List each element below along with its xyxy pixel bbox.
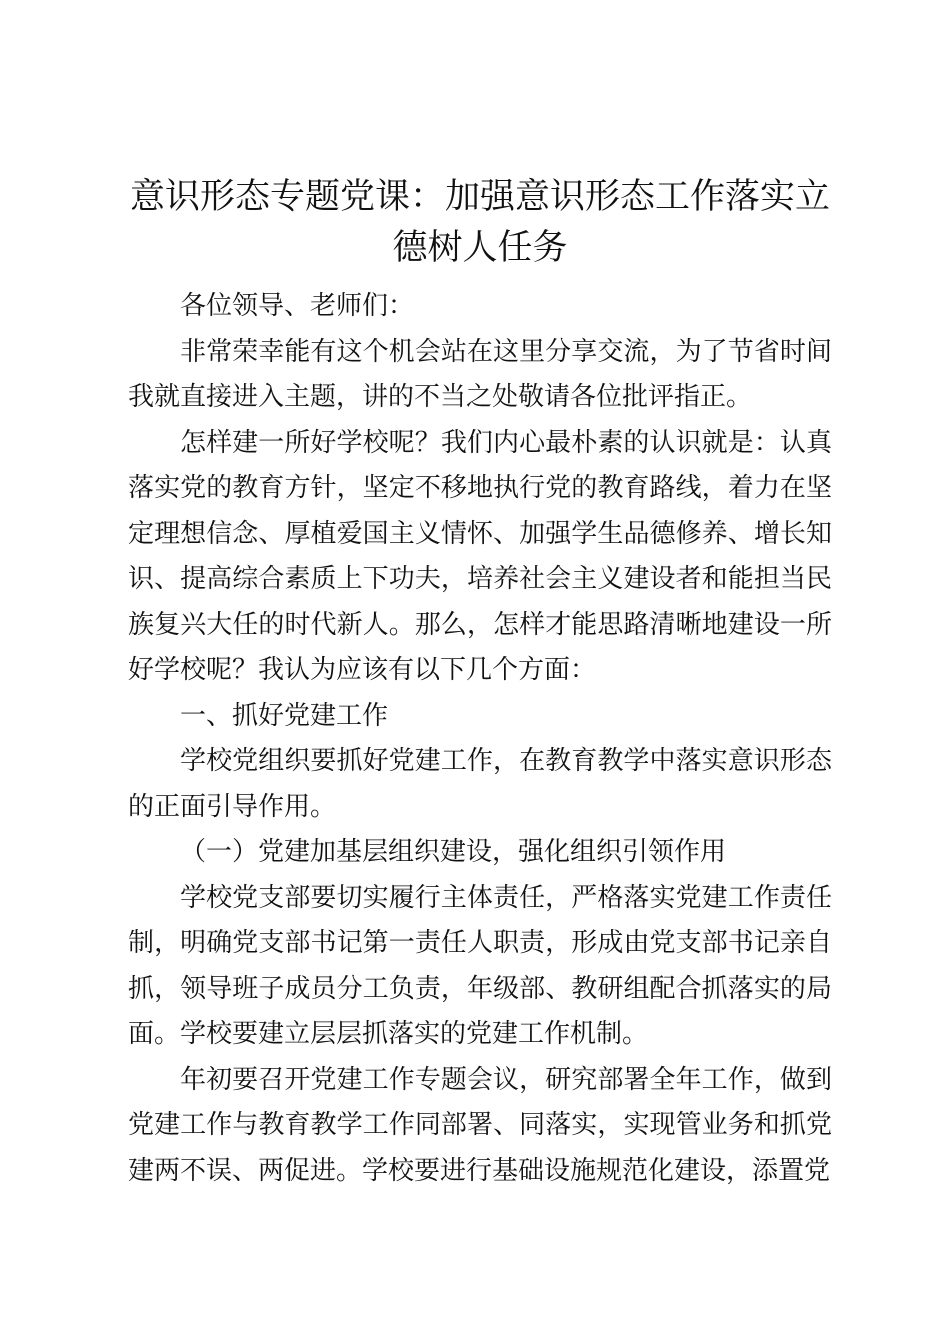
opening-paragraph: 非常荣幸能有这个机会站在这里分享交流，为了节省时间我就直接进入主题，讲的不当之处敬请各位批评指正。 [128,336,832,412]
title-line-2: 德树人任务 [392,228,568,268]
school-building-paragraph: 怎样建一所好学校呢？我们内心最朴素的认识就是：认真落实党的教育方针，坚定不移地执行党的教育路线，着力在坚定理想信念、厚植爱国主义情怀、加强学生品德修养、增长知识、提高综合素质上下功夫，培养社会主义建设者和能担当民族复兴大任的时代新人。那么，怎样才能思路清晰地建设一所好学校呢？我认为应该有以下几个方面： [128,427,832,685]
subsection-heading-1: （一）党建加基层组织建设，强化组织引领作用 [180,837,727,867]
annual-meeting-paragraph: 年初要召开党建工作专题会议，研究部署全年工作，做到党建工作与教育教学工作同部署、同落实，实现管业务和抓党建两不误、两促进。学校要进行基础设施规范化建设，添置党 [128,1064,832,1186]
document-body [128,172,832,1194]
section-heading-1: 一、抓好党建工作 [180,700,389,731]
title-line-1: 意识形态专题党课：加强意识形态工作落实立 [129,177,830,217]
party-building-paragraph: 学校党组织要抓好党建工作，在教育教学中落实意识形态的正面引导作用。 [128,746,832,822]
salutation-paragraph: 各位领导、老师们： [180,291,415,321]
branch-responsibility-paragraph: 学校党支部要切实履行主体责任，严格落实党建工作责任制，明确党支部书记第一责任人职责，形成由党支部书记亲自抓，领导班子成员分工负责，年级部、教研组配合抓落实的局面。学校要建立层层抓落实的党建工作机制。 [128,882,832,1049]
document-title [128,172,832,274]
